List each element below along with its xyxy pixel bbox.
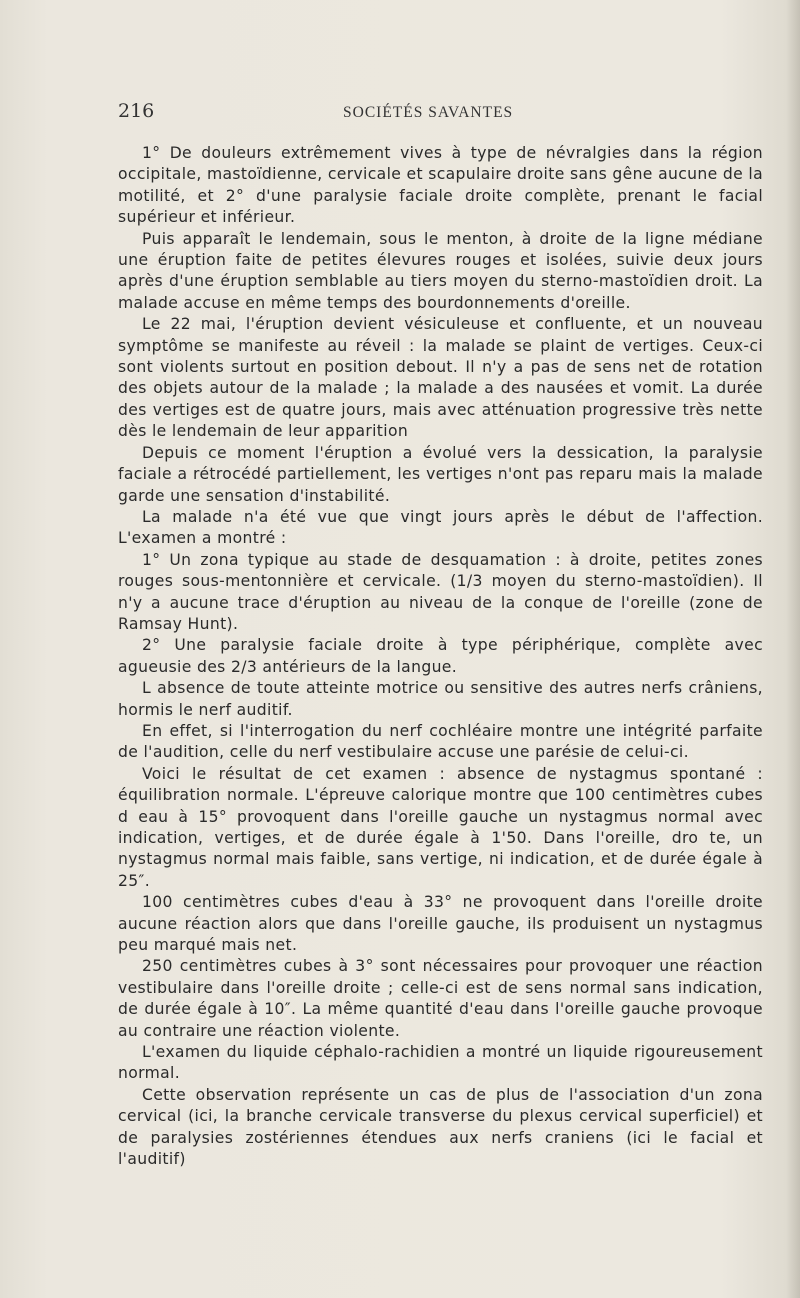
page-header (118, 100, 763, 128)
page-edge-shadow (786, 0, 800, 1298)
paragraph-eruption: Puis apparaît le lendemain, sous le menton, à droite de la ligne médiane une éruption faite de petites élevures rouges et isolées, suivie deux jours après d'une éruption semblable au tiers moyen du sterno-mastoïdien droit. La malade accuse en même temps des bourdonnements d'oreille. (118, 229, 763, 312)
running-title: SOCIÉTÉS SAVANTES (343, 104, 514, 121)
page-number: 216 (118, 100, 155, 122)
paragraph-facial-paralysis: 2° Une paralysie faciale droite à type périphérique, complète avec agueusie des 2/3 antérieurs de la langue. (118, 636, 763, 676)
paragraph-csf: L'examen du liquide céphalo-rachidien a montré un liquide rigoureusement normal. (118, 1043, 763, 1083)
paragraph-cranial-nerves: L absence de toute atteinte motrice ou sensitive des autres nerfs crâniens, hormis le nerf auditif. (118, 679, 763, 719)
paragraph-symptoms: 1° De douleurs extrêmement vives à type de névralgies dans la région occipitale, mastoïdienne, cervicale et scapulaire droite sans gêne aucune de la motilité, et 2° d'une paralysie faciale droite complète, prenant le facial supérieur et inférieur. (118, 144, 763, 227)
paragraph-vertigo: Le 22 mai, l'éruption devient vésiculeuse et confluente, et un nouveau symptôme se manifeste au réveil : la malade se plaint de vertiges. Ceux-ci sont violents surtout en position debout. Il n'y a pas de sens net de rotation des objets autour de la malade ; la malade a des nausées et vomit. La durée des vertiges est de quatre jours, mais avec atténuation progressive très nette dès le lendemain de leur apparition (118, 315, 763, 441)
paragraph-zona: 1° Un zona typique au stade de desquamation : à droite, petites zones rouges sous-mentonnière et cervicale. (1/3 moyen du sterno-mastoïdien). Il n'y a aucune trace d'éruption au niveau de la conque de l'oreille (zone de Ramsay Hunt). (118, 550, 763, 633)
paragraph-water-33: 100 centimètres cubes d'eau à 33° ne provoquent dans l'oreille droite aucune réaction alors que dans l'oreille gauche, ils produisent un nystagmus peu marqué mais net. (118, 893, 763, 955)
paragraph-examination: La malade n'a été vue que vingt jours après le début de l'affection. L'examen a montré : (118, 507, 763, 548)
paragraph-water-3: 250 centimètres cubes à 3° sont nécessaires pour provoquer une réaction vestibulaire dans l'oreille droite ; celle-ci est de sens normal sans indication, de durée égale à 10″. La même quantité d'eau dans l'oreille gauche provoque au contraire une réaction violente. (118, 957, 763, 1040)
paragraph-caloric-test: Voici le résultat de cet examen : absence de nystagmus spontané : équilibration normale. L'épreuve calorique montre que 100 centimètres cubes d eau à 15° provoquent dans l'oreille gauche un nystagmus normal avec indication, vertiges, et de durée égale à 1'50. Dans l'oreille, dro te, un nystagmus normal mais faible, sans vertige, ni indication, et de durée égale à 25″. (118, 764, 763, 890)
body-text (118, 143, 763, 1171)
paragraph-evolution: Depuis ce moment l'éruption a évolué vers la dessication, la paralysie faciale a rétrocédé partiellement, les vertiges n'ont pas reparu mais la malade garde une sensation d'instabilité. (118, 443, 763, 505)
paragraph-auditory-nerve: En effet, si l'interrogation du nerf cochléaire montre une intégrité parfaite de l'audition, celle du nerf vestibulaire accuse une parésie de celui-ci. (118, 721, 763, 762)
paragraph-conclusion: Cette observation représente un cas de plus de l'association d'un zona cervical (ici, la branche cervicale transverse du plexus cervical superficiel) et de paralysies zostériennes étendues aux nerfs craniens (ici le facial et l'auditif) (118, 1085, 763, 1169)
